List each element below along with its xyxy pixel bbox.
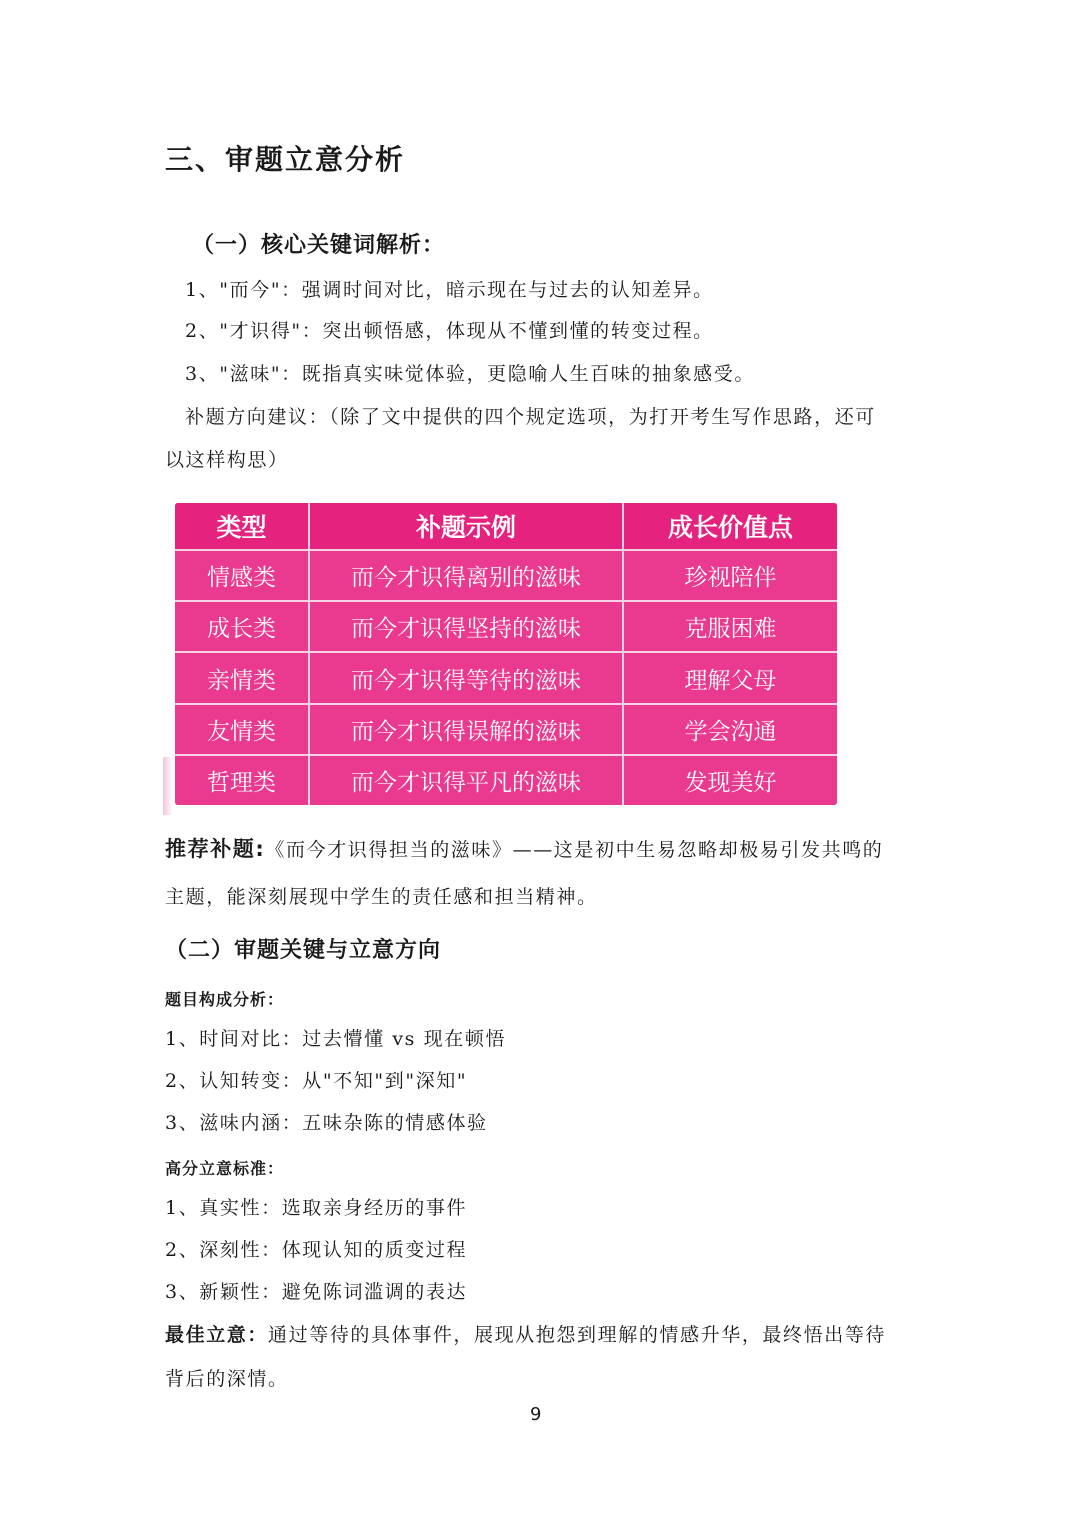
- table-cell-value: 珍视陪伴: [623, 550, 837, 601]
- keyword-item: 2、"才识得"：突出顿悟感，体现从不懂到懂的转变过程。: [185, 320, 714, 342]
- structure-item: 3、滋味内涵：五味杂陈的情感体验: [165, 1112, 488, 1134]
- page-number: 9: [530, 1404, 542, 1425]
- subsection-title-keywords: （一）核心关键词解析：: [192, 233, 446, 258]
- table-cell-type: 情感类: [175, 550, 309, 601]
- table-cell-value: 理解父母: [623, 652, 837, 703]
- table-cell-example: 而今才识得平凡的滋味: [309, 755, 623, 805]
- table-header-type: 类型: [175, 503, 309, 550]
- table-row: [175, 755, 837, 805]
- table-cell-value: 发现美好: [623, 755, 837, 805]
- table-cell-type: 成长类: [175, 601, 309, 652]
- table-cell-example: 而今才识得误解的滋味: [309, 704, 623, 755]
- topic-table-grid: [175, 503, 837, 805]
- suggestion-text: 补题方向建议：（除了文中提供的四个规定选项，为打开考生写作思路，还可: [185, 406, 876, 428]
- suggestion-text-cont: 以这样构思）: [165, 449, 289, 471]
- subsection-title-direction: （二）审题关键与立意方向: [165, 938, 442, 963]
- keyword-item: 3、"滋味"：既指真实味觉体验，更隐喻人生百味的抽象感受。: [185, 363, 755, 385]
- standard-label: 高分立意标准：: [165, 1159, 285, 1178]
- section-title: 三、审题立意分析: [165, 143, 406, 176]
- standard-item: 1、真实性：选取亲身经历的事件: [165, 1197, 468, 1219]
- recommend-text: 《而今才识得担当的滋味》——这是初中生易忽略却极易引发共鸣的: [265, 839, 884, 861]
- table-cell-example: 而今才识得坚持的滋味: [309, 601, 623, 652]
- topic-table: [175, 503, 837, 805]
- table-cell-value: 学会沟通: [623, 704, 837, 755]
- keyword-item: 1、"而今"：强调时间对比，暗示现在与过去的认知差异。: [185, 279, 714, 301]
- recommend-text-cont: 主题，能深刻展现中学生的责任感和担当精神。: [165, 886, 598, 908]
- table-header-value: 成长价值点: [623, 503, 837, 550]
- structure-item: 1、时间对比：过去懵懂 vs 现在顿悟: [165, 1028, 507, 1050]
- table-row: [175, 704, 837, 755]
- table-cell-type: 哲理类: [175, 755, 309, 805]
- standard-item: 3、新颖性：避免陈词滥调的表达: [165, 1281, 468, 1303]
- structure-label: 题目构成分析：: [165, 990, 285, 1009]
- best-idea-line: [165, 1322, 886, 1348]
- best-idea-label: 最佳立意：: [165, 1324, 269, 1346]
- table-cell-value: 克服困难: [623, 601, 837, 652]
- table-cell-example: 而今才识得等待的滋味: [309, 652, 623, 703]
- table-row: [175, 601, 837, 652]
- standard-item: 2、深刻性：体现认知的质变过程: [165, 1239, 468, 1261]
- table-cell-type: 亲情类: [175, 652, 309, 703]
- table-header-example: 补题示例: [309, 503, 623, 550]
- table-row: [175, 652, 837, 703]
- best-idea-text: 通过等待的具体事件，展现从抱怨到理解的情感升华，最终悟出等待: [268, 1324, 887, 1346]
- recommend-label: 推荐补题:: [165, 837, 266, 861]
- best-idea-text-cont: 背后的深情。: [165, 1368, 289, 1390]
- table-cell-example: 而今才识得离别的滋味: [309, 550, 623, 601]
- structure-item: 2、认知转变：从"不知"到"深知": [165, 1070, 468, 1092]
- recommend-line: [165, 836, 883, 863]
- table-header-row: [175, 503, 837, 550]
- table-cell-type: 友情类: [175, 704, 309, 755]
- table-image-edge: [163, 757, 173, 815]
- table-row: [175, 550, 837, 601]
